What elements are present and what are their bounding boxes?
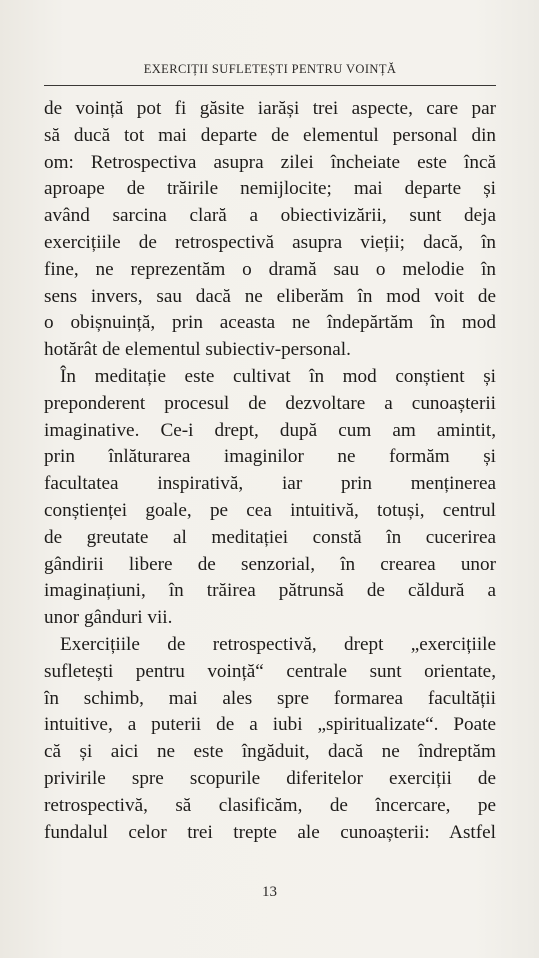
- text-line: fine, ne reprezentăm o dramă sau o melodie în: [44, 258, 496, 280]
- text-line: imaginațiuni, în trăirea pătrunsă de căldură a: [44, 580, 496, 602]
- text-line: gândirii libere de senzorial, în crearea unor: [44, 553, 496, 575]
- text-line: să ducă tot mai departe de elementul personal din: [44, 124, 496, 146]
- text-line: aproape de trăirile nemijlocite; mai departe și: [44, 178, 496, 200]
- text-line: sufletești pentru voință“ centrale sunt orientate,: [44, 660, 496, 682]
- text-line: preponderent procesul de dezvoltare a cunoașterii: [44, 392, 496, 414]
- text-line: având sarcina clară a obiectivizării, sunt deja: [44, 205, 496, 227]
- text-line: privirile spre scopurile diferitelor exerciții de: [44, 767, 496, 789]
- text-line: conștienței goale, pe cea intuitivă, totuși, centrul: [44, 499, 496, 521]
- page-number: 13: [262, 884, 277, 900]
- text-line: imaginative. Ce-i drept, după cum am amintit,: [44, 419, 496, 441]
- text-line: om: Retrospectiva asupra zilei încheiate este încă: [44, 151, 496, 173]
- text-line: exercițiile de retrospectivă asupra vieții; dacă, în: [44, 231, 496, 253]
- running-header: EXERCIȚII SUFLETEȘTI PENTRU VOINȚĂ: [143, 62, 397, 76]
- paragraph-end-line: unor gânduri vii.: [44, 607, 173, 629]
- body-text: [44, 96, 496, 846]
- text-line: prin înlăturarea imaginilor ne formăm și: [44, 446, 496, 468]
- text-line: facultatea inspirativă, iar prin menținerea: [44, 473, 496, 495]
- text-line: retrospectivă, să clasificăm, de încercare, pe: [44, 794, 496, 816]
- text-line: sens invers, sau dacă ne eliberăm în mod voit de: [44, 285, 496, 307]
- paragraph-end-line: hotărât de elementul subiectiv-personal.: [44, 339, 351, 361]
- text-line: o obișnuință, prin aceasta ne îndepărtăm în mod: [44, 312, 496, 334]
- text-line: intuitive, a puterii de a iubi „spiritualizate“. Poate: [44, 714, 496, 736]
- header-rule: [44, 85, 496, 86]
- paragraph-start-line: În meditație este cultivat în mod conștient și: [60, 365, 496, 387]
- paragraph-start-line: Exercițiile de retrospectivă, drept „exercițiile: [60, 633, 496, 655]
- text-line: de voință pot fi găsite iarăși trei aspecte, care par: [44, 98, 496, 119]
- text-line: în schimb, mai ales spre formarea facultății: [44, 687, 496, 709]
- text-line: fundalul celor trei trepte ale cunoașterii: Astfel: [44, 821, 496, 843]
- text-line: de greutate al meditației constă în cucerirea: [44, 526, 496, 548]
- text-line: că și aici ne este îngăduit, dacă ne îndreptăm: [44, 741, 496, 763]
